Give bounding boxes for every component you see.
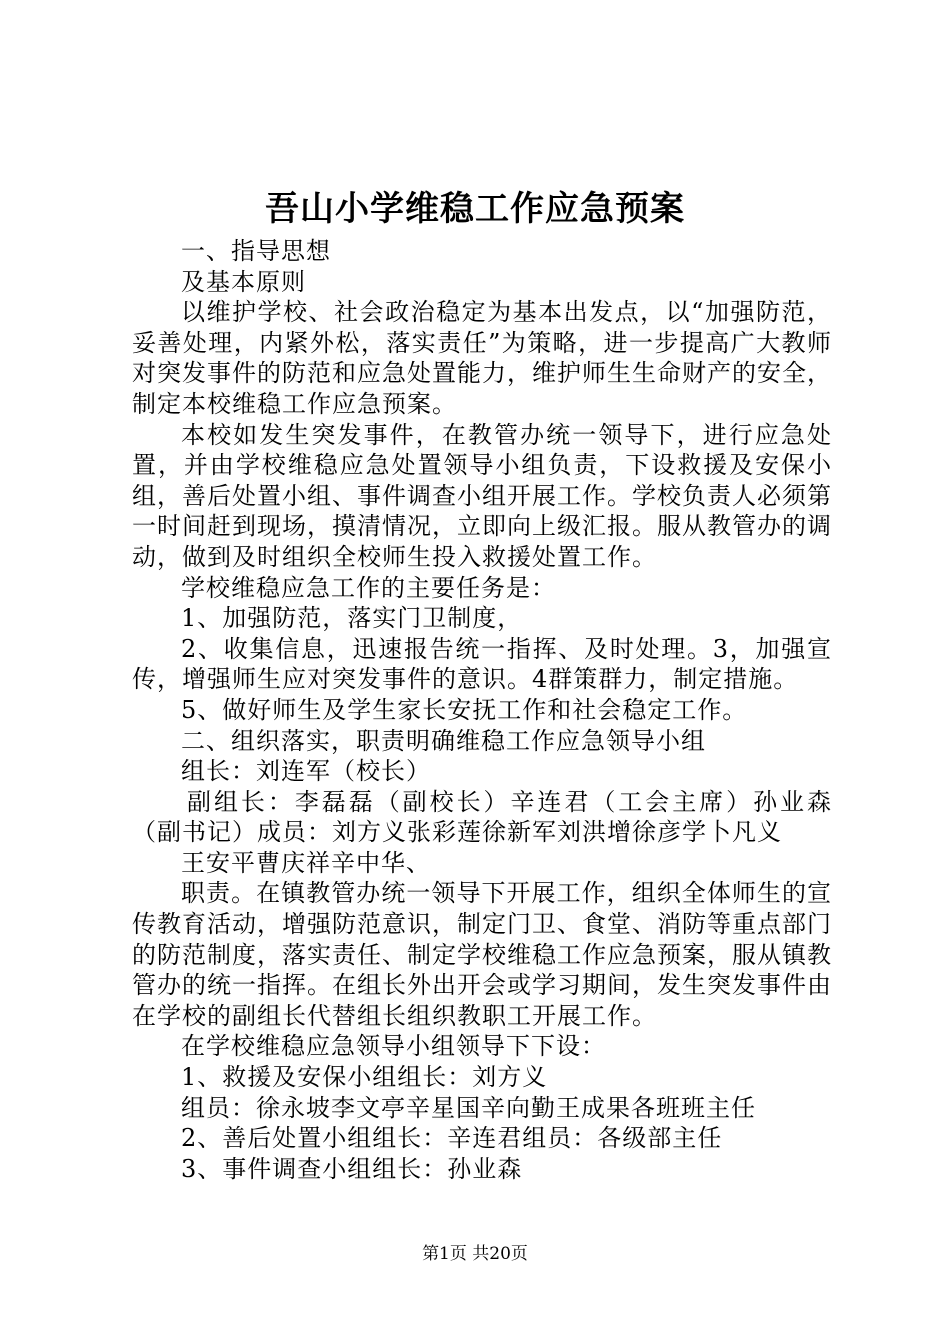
task-item-2-4: 2、收集信息，迅速报告统一指挥、及时处理。3，加强宣传，增强师生应对突发事件的意识。4群策群力，制定措施。: [132, 634, 832, 694]
paragraph-main-tasks-intro: 学校维稳应急工作的主要任务是：: [181, 573, 556, 602]
subgroup-investigation: 3、事件调查小组组长：孙业森: [181, 1154, 523, 1183]
leader-line: 组长：刘连军（校长）: [181, 757, 431, 786]
page-number-footer: 第1页 共20页: [422, 1244, 528, 1264]
subgroups-intro: 在学校维稳应急领导小组领导下下设：: [181, 1032, 606, 1061]
section-heading-guiding-thought: 一、指导思想: [181, 237, 331, 265]
paragraph-principles: 以维护学校、社会政治稳定为基本出发点，以“加强防范，妥善处理，内紧外松，落实责任”为策略，进一步提高广大教师对突发事件的防范和应急处置能力，维护师生生命财产的安全，制定本校维稳工作应急预案。: [132, 298, 832, 418]
paragraph-emergency-response: 本校如发生突发事件，在教管办统一领导下，进行应急处置，并由学校维稳应急处置领导小组负责，下设救援及安保小组，善后处置小组、事件调查小组开展工作。学校负责人必须第一时间赶到现场，摸清情况，立即向上级汇报。服从教管办的调动，做到及时组织全校师生投入救援处置工作。: [132, 420, 832, 571]
document-body: [132, 236, 832, 1184]
section-heading-organization: 二、组织落实，职责明确维稳工作应急领导小组: [181, 726, 706, 755]
subgroup-aftermath: 2、善后处置小组组长：辛连君组员：各级部主任: [181, 1124, 723, 1153]
members-continued: 王安平曹庆祥辛中华、: [181, 848, 431, 877]
section-heading-basic-principles: 及基本原则: [181, 267, 306, 296]
deputy-leaders-members: 副组长：李磊磊（副校长）辛连君（工会主席）孙业森（副书记）成员：刘方义张彩莲徐新军刘洪增徐彦学卜凡义: [132, 787, 832, 847]
subgroup-rescue-security: 1、救援及安保小组组长：刘方义: [181, 1063, 548, 1092]
document-title: 吾山小学维稳工作应急预案: [265, 189, 685, 229]
paragraph-responsibilities: 职责。在镇教管办统一领导下开展工作，组织全体师生的宣传教育活动，增强防范意识，制定门卫、食堂、消防等重点部门的防范制度，落实责任、制定学校维稳工作应急预案，服从镇教管办的统一指挥。在组长外出开会或学习期间，发生突发事件由在学校的副组长代替组长组织教职工开展工作。: [132, 879, 832, 1030]
task-item-1: 1、加强防范，落实门卫制度，: [181, 604, 523, 633]
task-item-5: 5、做好师生及学生家长安抚工作和社会稳定工作。: [181, 695, 748, 724]
subgroup-rescue-members: 组员：徐永坡李文亭辛星国辛向勤王成果各班班主任: [181, 1093, 756, 1122]
